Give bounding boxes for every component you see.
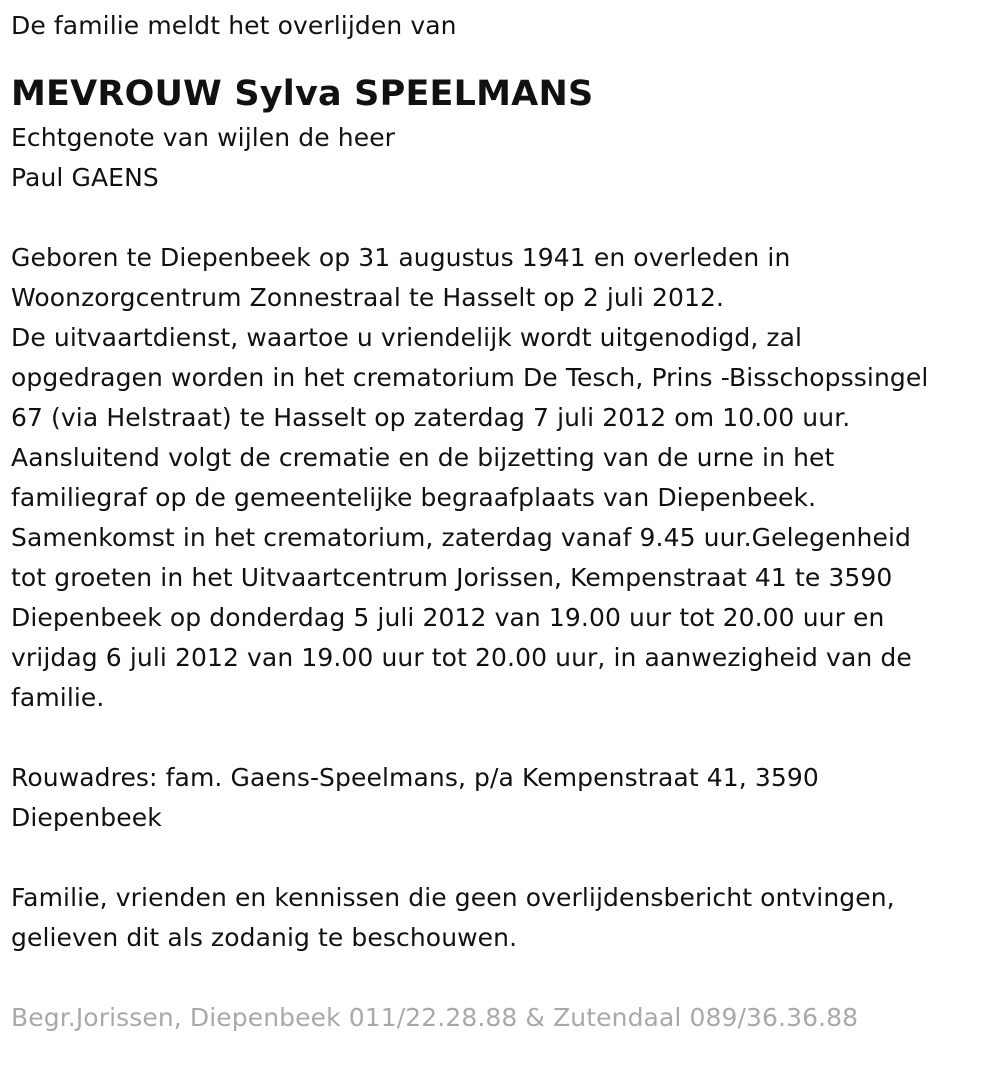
detail-line: Aansluitend volgt de crematie en de bijzetting van de urne in het xyxy=(11,443,835,472)
notice-line: gelieven dit als zodanig te beschouwen. xyxy=(11,923,518,952)
detail-line: 67 (via Helstraat) te Hasselt op zaterdag 7 juli 2012 om 10.00 uur. xyxy=(11,403,851,432)
detail-line: Diepenbeek op donderdag 5 juli 2012 van 19.00 uur tot 20.00 uur en xyxy=(11,603,885,632)
detail-line: tot groeten in het Uitvaartcentrum Jorissen, Kempenstraat 41 te 3590 xyxy=(11,563,893,592)
address-block xyxy=(11,758,1000,838)
details-block xyxy=(11,238,1000,718)
detail-line: opgedragen worden in het crematorium De Tesch, Prins -Bisschopssingel xyxy=(11,363,929,392)
detail-line: familie. xyxy=(11,683,105,712)
address-line: Rouwadres: fam. Gaens-Speelmans, p/a Kempenstraat 41, 3590 xyxy=(11,763,819,792)
detail-line: familiegraf op de gemeentelijke begraafplaats van Diepenbeek. xyxy=(11,483,817,512)
detail-line: vrijdag 6 juli 2012 van 19.00 uur tot 20.00 uur, in aanwezigheid van de xyxy=(11,643,912,672)
detail-line: Samenkomst in het crematorium, zaterdag vanaf 9.45 uur.Gelegenheid xyxy=(11,523,911,552)
deceased-name: MEVROUW Sylva SPEELMANS xyxy=(11,74,594,114)
detail-line: De uitvaartdienst, waartoe u vriendelijk wordt uitgenodigd, zal xyxy=(11,323,803,352)
detail-line: Geboren te Diepenbeek op 31 augustus 1941 en overleden in xyxy=(11,243,791,272)
notice-block xyxy=(11,878,1000,958)
spouse-line: Echtgenote van wijlen de heer xyxy=(11,123,396,152)
funeral-home-footer: Begr.Jorissen, Diepenbeek 011/22.28.88 & Zutendaal 089/36.36.88 xyxy=(11,1003,859,1032)
intro-text: De familie meldt het overlijden van xyxy=(11,11,457,40)
spouse-line: Paul GAENS xyxy=(11,163,159,192)
spouse-block xyxy=(11,118,1000,198)
detail-line: Woonzorgcentrum Zonnestraal te Hasselt op 2 juli 2012. xyxy=(11,283,725,312)
address-line: Diepenbeek xyxy=(11,803,162,832)
notice-line: Familie, vrienden en kennissen die geen overlijdensbericht ontvingen, xyxy=(11,883,895,912)
